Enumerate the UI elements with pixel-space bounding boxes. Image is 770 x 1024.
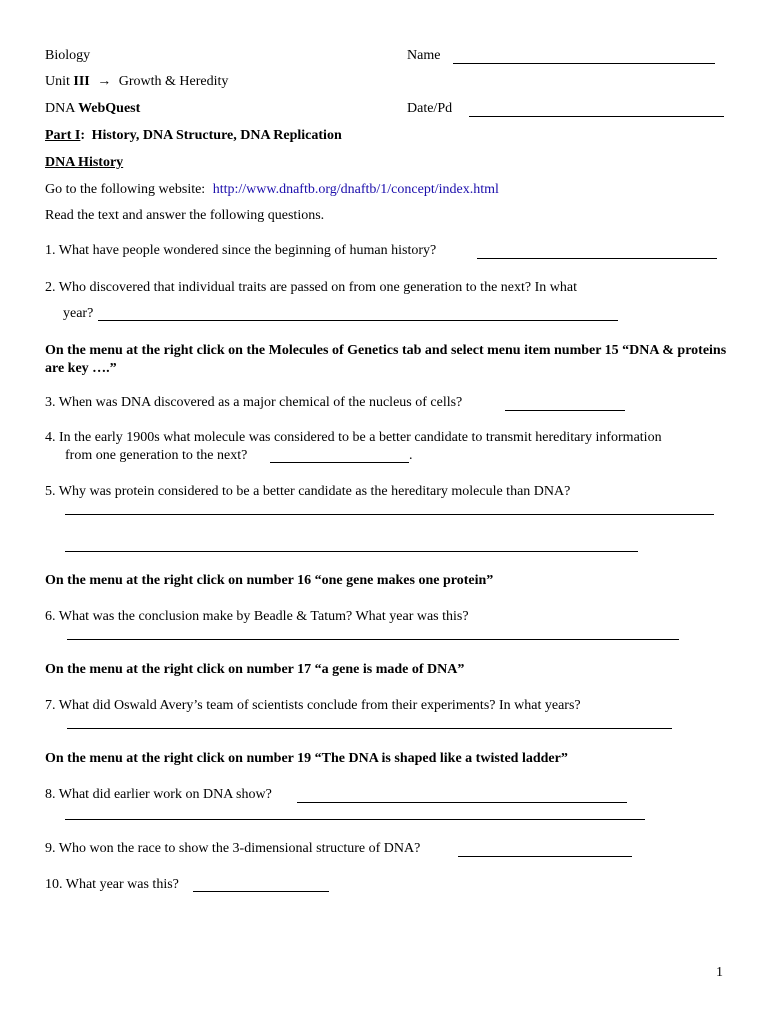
name-blank[interactable] xyxy=(453,63,715,64)
arrow-icon: → xyxy=(97,74,112,89)
answer-blank-3[interactable] xyxy=(505,410,625,411)
dna-word: DNA xyxy=(45,101,75,116)
question-9: 9. Who won the race to show the 3-dimensional structure of DNA? xyxy=(45,841,421,856)
website-instruction xyxy=(45,181,499,199)
part-colon: : xyxy=(80,128,86,143)
question-5: 5. Why was protein considered to be a better candidate as the hereditary molecule than DNA? xyxy=(45,484,571,499)
question-1: 1. What have people wondered since the beginning of human history? xyxy=(45,243,437,258)
course-label: Biology xyxy=(45,48,91,63)
answer-blank-8a[interactable] xyxy=(297,802,627,803)
part-heading xyxy=(45,127,342,145)
answer-blank-10[interactable] xyxy=(193,891,329,892)
date-label: Date/Pd xyxy=(407,101,453,116)
part-label: Part I xyxy=(45,128,81,143)
unit-prefix: Unit xyxy=(45,74,70,89)
direction-4: On the menu at the right click on number 19 “The DNA is shaped like a twisted ladder” xyxy=(45,751,568,766)
page-number: 1 xyxy=(716,965,723,980)
unit-line xyxy=(45,73,228,91)
question-10: 10. What year was this? xyxy=(45,877,179,892)
webquest-title xyxy=(45,100,140,118)
goto-text: Go to the following website: xyxy=(45,182,206,197)
answer-blank-6[interactable] xyxy=(67,639,679,640)
answer-blank-5a[interactable] xyxy=(65,514,714,515)
question-8: 8. What did earlier work on DNA show? xyxy=(45,787,272,802)
question-4-period: . xyxy=(409,448,413,463)
part-title: History, DNA Structure, DNA Replication xyxy=(91,128,342,143)
answer-blank-9[interactable] xyxy=(458,856,632,857)
question-4: 4. In the early 1900s what molecule was considered to be a better candidate to transmit hereditary information xyxy=(45,430,662,445)
question-6: 6. What was the conclusion make by Beadle & Tatum? What year was this? xyxy=(45,609,469,624)
answer-blank-5b[interactable] xyxy=(65,551,638,552)
question-7: 7. What did Oswald Avery’s team of scientists conclude from their experiments? In what years? xyxy=(45,698,581,713)
question-2-cont: year? xyxy=(63,306,94,321)
answer-blank-2[interactable] xyxy=(98,320,618,321)
question-3: 3. When was DNA discovered as a major chemical of the nucleus of cells? xyxy=(45,395,463,410)
answer-blank-4[interactable] xyxy=(270,462,409,463)
answer-blank-7[interactable] xyxy=(67,728,672,729)
webquest-word: WebQuest xyxy=(78,101,141,116)
direction-1: On the menu at the right click on the Molecules of Genetics tab and select menu item number 15 “DNA & proteins are key ….” xyxy=(45,343,727,376)
question-2: 2. Who discovered that individual traits are passed on from one generation to the next? In what xyxy=(45,280,577,295)
unit-title: Growth & Heredity xyxy=(118,74,229,89)
name-label: Name xyxy=(407,48,441,63)
direction-3: On the menu at the right click on number 17 “a gene is made of DNA” xyxy=(45,662,465,677)
answer-blank-8b[interactable] xyxy=(65,819,645,820)
direction-2: On the menu at the right click on number 16 “one gene makes one protein” xyxy=(45,573,494,588)
date-blank[interactable] xyxy=(469,116,724,117)
read-instruction: Read the text and answer the following questions. xyxy=(45,208,325,223)
website-link[interactable]: http://www.dnaftb.org/dnaftb/1/concept/index.html xyxy=(212,182,499,197)
answer-blank-1[interactable] xyxy=(477,258,717,259)
unit-number: III xyxy=(73,74,90,89)
question-4-cont: from one generation to the next? xyxy=(65,448,248,463)
section-heading: DNA History xyxy=(45,155,124,170)
